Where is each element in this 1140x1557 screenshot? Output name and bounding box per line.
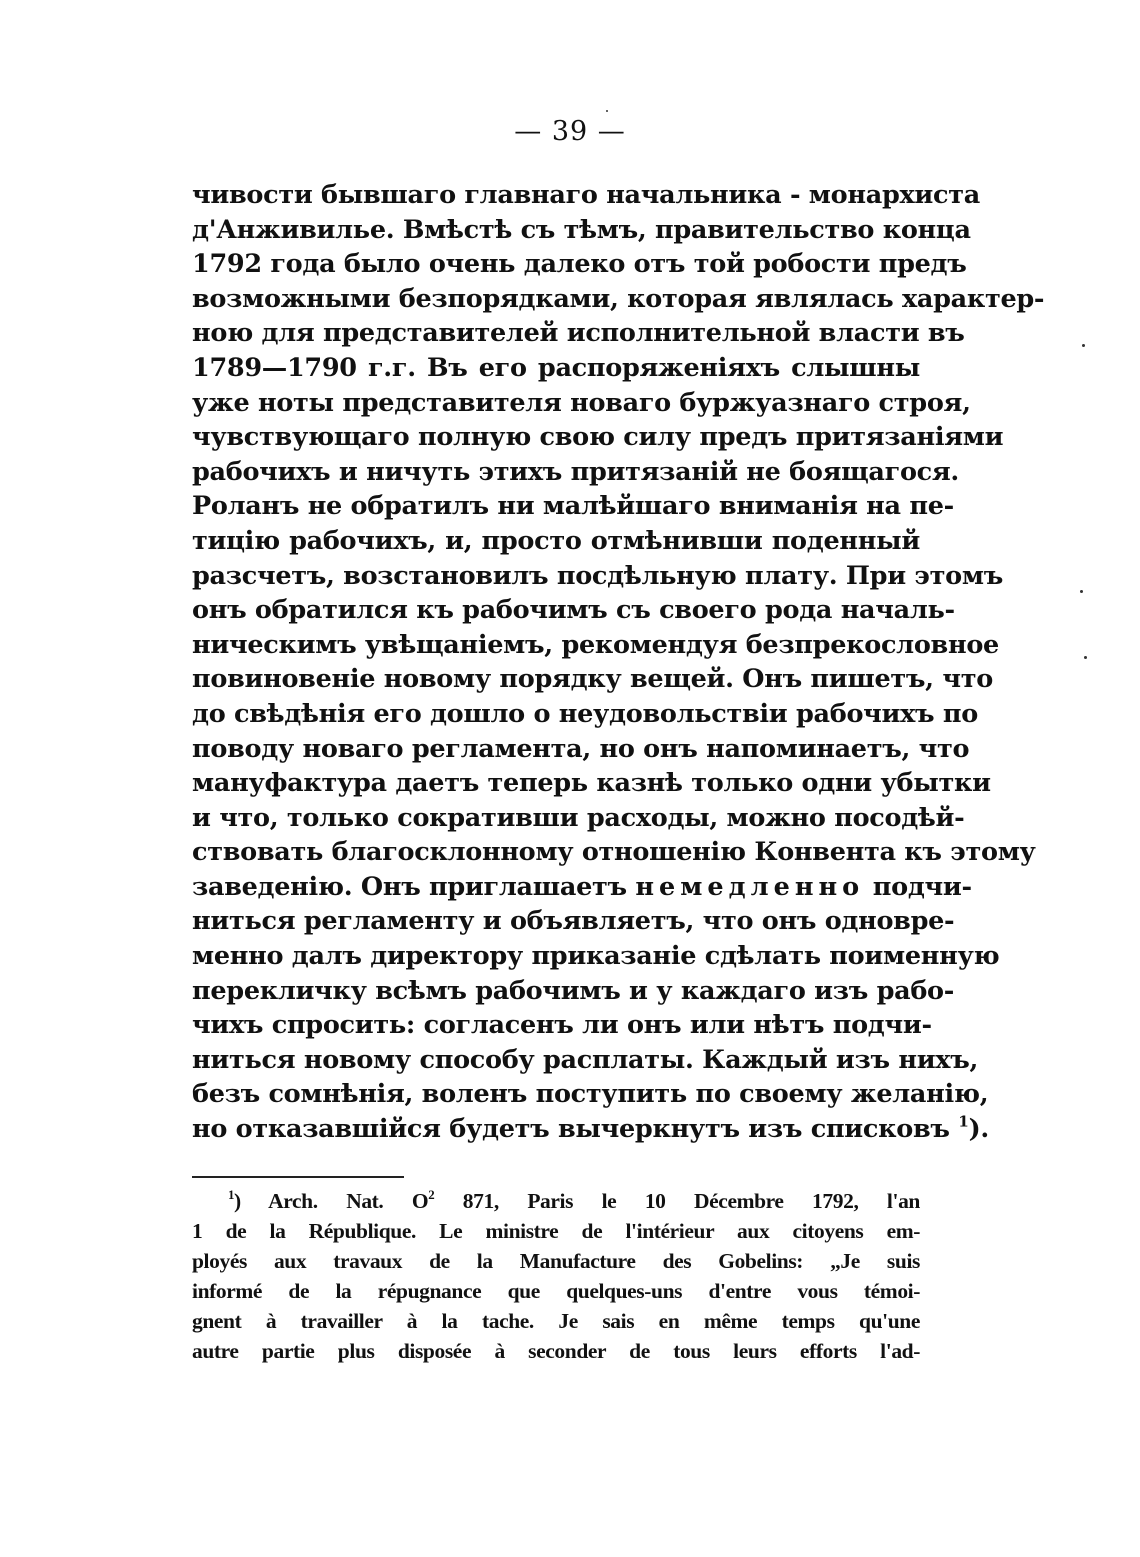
body-text (192, 178, 1045, 1147)
body-line: чувствующаго полную свою силу предъ притязаніями (192, 422, 1004, 453)
scan-speck (1084, 656, 1087, 659)
footnote-line: autre partie plus disposée à seconder de tous leurs efforts l'ad- (192, 1339, 920, 1363)
footnote (192, 1186, 920, 1366)
body-line: повиновеніе новому порядку вещей. Онъ пишетъ, что (192, 664, 993, 695)
body-line: ниться регламенту и объявляетъ, что онъ одновре- (192, 906, 955, 937)
page-number: — 39 — (514, 116, 626, 147)
body-line: безъ сомнѣнія, воленъ поступить по своему желанію, (192, 1079, 989, 1110)
body-line-emphasis (192, 870, 972, 905)
body-line: 1792 года было очень далеко отъ той робости предъ (192, 249, 967, 280)
body-line: Роланъ не обратилъ ни малѣйшаго вниманія на пе- (192, 491, 954, 522)
footnote-line: informé de la répugnance que quelques-uns d'entre vous témoi- (192, 1279, 920, 1303)
body-line: перекличку всѣмъ рабочимъ и у каждаго изъ рабо- (192, 975, 955, 1006)
footnote-line (192, 1186, 920, 1216)
body-line: 1789—1790 г.г. Въ его распоряженіяхъ слышны (192, 352, 920, 383)
body-line: ническимъ увѣщаніемъ, рекомендуя безпрекословное (192, 629, 999, 660)
footnote-superscript: 2 (428, 1187, 435, 1202)
body-line: и что, только сокративши расходы, можно посодѣй- (192, 802, 965, 833)
last-line-end: ). (968, 1114, 989, 1145)
body-line: до свѣдѣнія его дошло о неудовольствіи рабочихъ по (192, 698, 978, 729)
footnote-reference: 1 (958, 1112, 969, 1131)
footnote-line: 1 de la République. Le ministre de l'intérieur aux citoyens em- (192, 1219, 920, 1243)
body-line: онъ обратился къ рабочимъ съ своего рода началь- (192, 595, 955, 626)
body-line: менно далъ директору приказаніе сдѣлать поименную (192, 941, 1000, 972)
scan-speck (1080, 590, 1083, 593)
line-text-before: заведенію. Онъ приглашаетъ (192, 871, 627, 902)
line-text-after: подчи- (872, 871, 972, 902)
footnote-line: gnent à travailler à la tache. Je sais en même temps qu'une (192, 1309, 920, 1333)
emphasized-word: немедленно (635, 871, 865, 902)
body-line: чихъ спросить: согласенъ ли онъ или нѣтъ подчи- (192, 1010, 932, 1041)
body-line: чивости бывшаго главнаго начальника - монархиста (192, 180, 980, 210)
scan-speck (606, 110, 608, 112)
body-line: д'Анживилье. Вмѣстѣ съ тѣмъ, правительство конца (192, 214, 971, 245)
scan-speck (1082, 344, 1085, 347)
body-line: ниться новому способу расплаты. Каждый изъ нихъ, (192, 1044, 979, 1075)
body-line: ною для представителей исполнительной власти въ (192, 318, 965, 349)
footnote-line: ployés aux travaux de la Manufacture des Gobelins: „Je suis (192, 1249, 920, 1273)
footnote-text: ) Arch. Nat. O (234, 1189, 429, 1213)
last-line-text: но отказавшійся будетъ вычеркнутъ изъ списковъ (192, 1114, 950, 1145)
body-line: мануфактура даетъ теперь казнѣ только одни убытки (192, 768, 991, 799)
body-line: разсчетъ, возстановилъ посдѣльную плату. При этомъ (192, 560, 1003, 591)
body-line: рабочихъ и ничуть этихъ притязаній не боящагося. (192, 456, 960, 487)
body-last-line (192, 1112, 989, 1147)
body-line: уже ноты представителя новаго буржуазнаго строя, (192, 387, 971, 418)
body-line: тицію рабочихъ, и, просто отмѣнивши поденный (192, 525, 920, 556)
body-line: поводу новаго регламента, но онъ напоминаетъ, что (192, 733, 970, 764)
body-line: возможными безпорядками, которая являлась характер- (192, 283, 1045, 314)
body-line: ствовать благосклонному отношенію Конвента къ этому (192, 837, 1036, 868)
footnote-mark: 1 (228, 1187, 235, 1202)
footnote-text: 871, Paris le 10 Décembre 1792, l'an (434, 1189, 920, 1213)
footnote-divider (192, 1176, 404, 1178)
